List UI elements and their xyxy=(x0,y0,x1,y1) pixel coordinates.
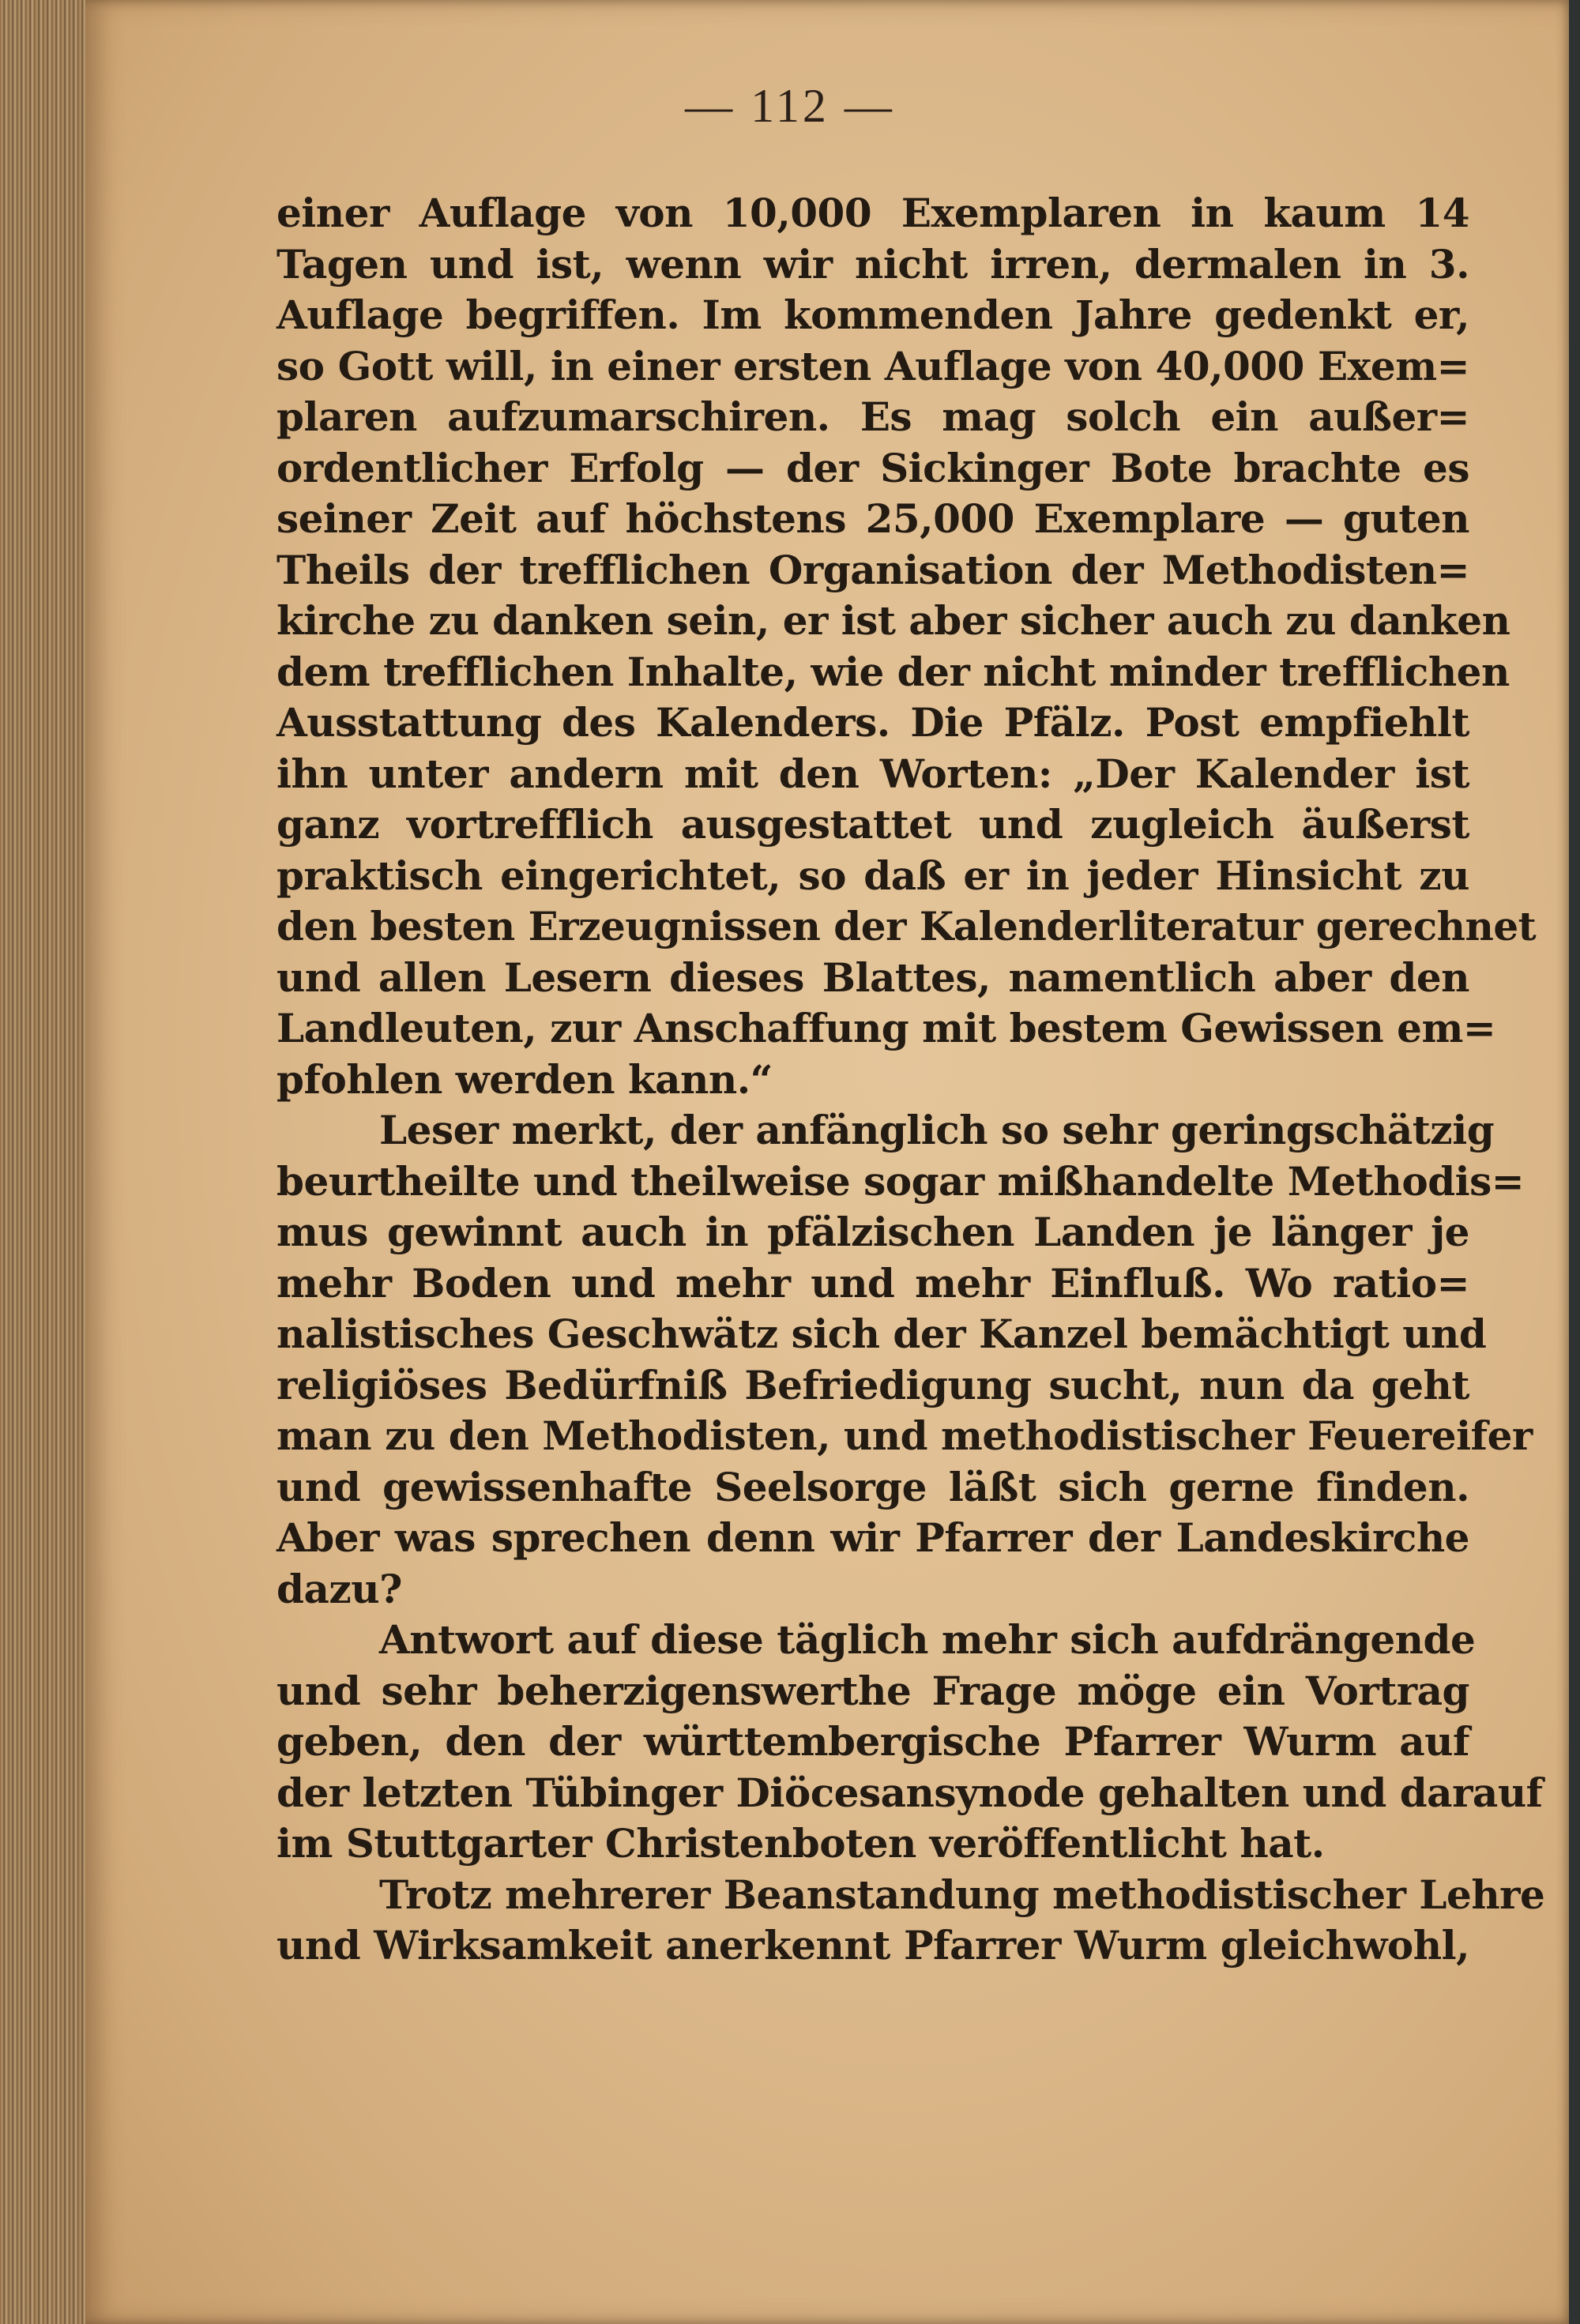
body-text xyxy=(276,188,1545,1972)
text-line: Leser merkt, der anfänglich so sehr geringschätzig xyxy=(379,1107,1495,1153)
text-line: und sehr beherzigenswerthe Frage möge ein Vortrag xyxy=(276,1667,1469,1714)
text-line: religiöses Bedürfniß Befriedigung sucht, nun da geht xyxy=(276,1361,1469,1408)
text-line: geben, den der württembergische Pfarrer Wurm auf xyxy=(276,1718,1469,1765)
text-line: praktisch eingerichtet, so daß er in jeder Hinsicht zu xyxy=(276,852,1469,899)
text-line: kirche zu danken sein, er ist aber sicher auch zu danken xyxy=(276,597,1510,644)
book-page-edges xyxy=(0,0,87,2324)
text-line: ordentlicher Erfolg — der Sickinger Bote brachte es xyxy=(276,444,1469,491)
text-line: den besten Erzeugnissen der Kalenderliteratur gerechnet xyxy=(276,903,1537,950)
text-line: dazu? xyxy=(276,1565,402,1612)
text-line: Antwort auf diese täglich mehr sich aufdrängende xyxy=(379,1616,1476,1663)
text-line: einer Auflage von 10,000 Exemplaren in kaum 14 xyxy=(276,190,1469,236)
text-line: und gewissenhafte Seelsorge läßt sich gerne finden. xyxy=(276,1463,1469,1510)
text-line: Auflage begriffen. Im kommenden Jahre gedenkt er, xyxy=(276,291,1469,338)
text-line: mehr Boden und mehr und mehr Einfluß. Wo ratio= xyxy=(276,1259,1469,1307)
text-line: ganz vortrefflich ausgestattet und zugleich äußerst xyxy=(276,801,1469,848)
page-number: — 112 — xyxy=(685,80,895,132)
text-line: Theils der trefflichen Organisation der Methodisten= xyxy=(276,546,1469,593)
text-line: pfohlen werden kann.“ xyxy=(276,1055,773,1103)
text-line: Aber was sprechen denn wir Pfarrer der Landeskirche xyxy=(276,1514,1469,1561)
book-cover-edge xyxy=(1569,0,1580,2324)
text-line: plaren aufzumarschiren. Es mag solch ein außer= xyxy=(276,393,1469,440)
text-line: Landleuten, zur Anschaffung mit bestem Gewissen em= xyxy=(276,1005,1496,1051)
text-line: dem trefflichen Inhalte, wie der nicht minder trefflichen xyxy=(276,648,1510,695)
text-line: so Gott will, in einer ersten Auflage von 40,000 Exem= xyxy=(276,342,1469,389)
text-line: und allen Lesern dieses Blattes, namentlich aber den xyxy=(276,953,1469,1001)
text-line: und Wirksamkeit anerkennt Pfarrer Wurm gleichwohl, xyxy=(276,1922,1469,1969)
text-line: seiner Zeit auf höchstens 25,000 Exemplare — guten xyxy=(276,495,1469,542)
text-line: der letzten Tübinger Diöcesansynode gehalten und darauf xyxy=(276,1769,1543,1816)
text-line: mus gewinnt auch in pfälzischen Landen je länger je xyxy=(276,1209,1469,1255)
text-line: nalistisches Geschwätz sich der Kanzel bemächtigt und xyxy=(276,1311,1487,1357)
text-line: Trotz mehrerer Beanstandung methodistischer Lehre xyxy=(379,1871,1545,1918)
text-line: Ausstattung des Kalenders. Die Pfälz. Post empfiehlt xyxy=(276,699,1469,746)
text-line: man zu den Methodisten, und methodistischer Feuereifer xyxy=(276,1412,1533,1459)
text-line: beurtheilte und theilweise sogar mißhandelte Methodis= xyxy=(276,1157,1525,1205)
text-line: Tagen und ist, wenn wir nicht irren, dermalen in 3. xyxy=(276,240,1469,288)
text-line: ihn unter andern mit den Worten: „Der Kalender ist xyxy=(276,750,1469,797)
text-line: im Stuttgarter Christenboten veröffentlicht hat. xyxy=(276,1820,1325,1867)
